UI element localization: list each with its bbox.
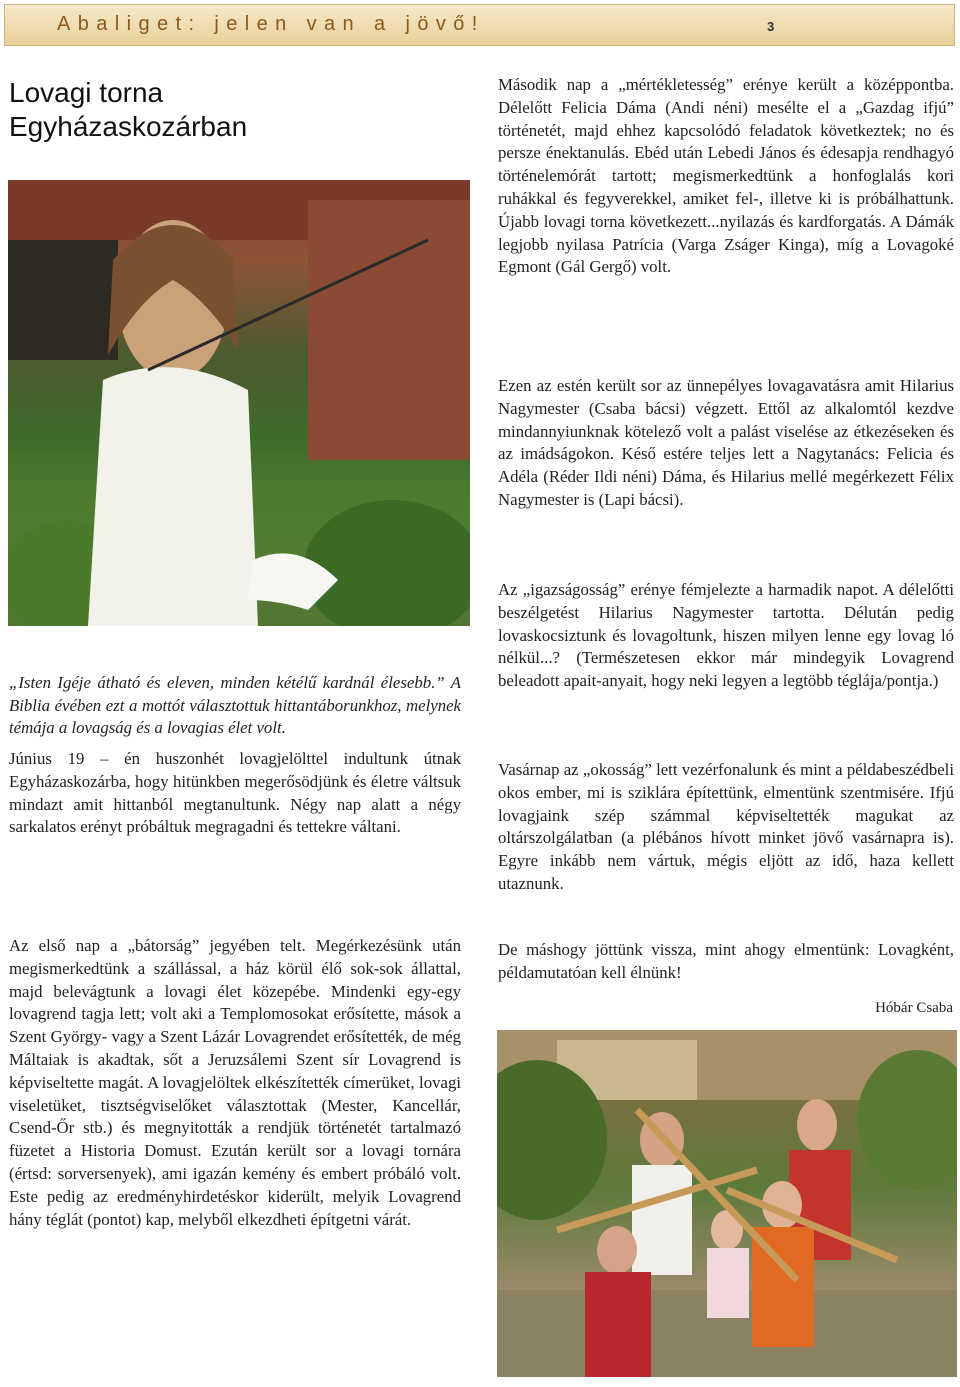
- article-title-line2: Egyházaskozárban: [9, 111, 248, 142]
- right-paragraph-1: Második nap a „mértékletesség” erénye került a középpontba. Délelőtt Felicia Dáma (Andi néni) mesélte el a „Gazdag ifjú” történetét, majd ehhez kapcsolódó feladatok következtek; no és persze énektanulás. Ebéd után Lebedi János és édesapja rendhagyó történelemórát tartott; megismerkedtünk a honfoglalás kori ruhákkal és fegyverekkel, amiket fel-, illetve ki is próbálhattunk. Újabb lovagi torna következett...nyilazás és kardforgatás. A Dámák legjobb nyilasa Patrícia (Varga Zságer Kinga), míg a Lovagoké Egmont (Gál Gergő) volt.: [498, 75, 954, 277]
- right-paragraph-3: Az „igazságosság” erénye fémjelezte a harmadik napot. A délelőtti beszélgetést Hilarius Nagymester tartotta. Délután pedig lovaskocsiztunk és lovagoltunk, hiszen milyen lenne egy lovag ló nélkül...? (Természetesen ekkor már mindegyik Lovagrend beleadott apait-anyait, hogy neki legyen a legtöbb téglája/pontja.): [498, 580, 954, 691]
- photo-girl-illustration: [8, 180, 470, 626]
- lead-quote: „Isten Igéje átható és eleven, minden kétélű kardnál élesebb.” A Biblia évében ezt a mottót választottuk hittantáborunkhoz, melynek témája a lovagság és a lovagias élet volt.: [9, 673, 461, 738]
- article-title-line1: Lovagi torna: [9, 77, 164, 108]
- author-signature: Hóbár Csaba: [875, 1000, 953, 1016]
- article-title: [9, 76, 247, 144]
- page-header: [4, 4, 955, 46]
- photo-girl-portrait: [8, 180, 470, 626]
- header-title: Abaliget: jelen van a jövő!: [57, 13, 485, 35]
- paragraph-2: Az első nap a „bátorság” jegyében telt. Megérkezésünk után megismerkedtünk a szállással, a ház körül élő sok-sok állattal, majd belevágtunk a lovagi élet közepébe. Mindenki egy-egy lovagrend tagja lett; volt aki a Templomosokat erősítette, mások a Szent György- vagy a Szent Lázár Lovagrendet erősítették, de még Máltaiak is akadtak, sőt a Jeruzsálemi Szent sír Lovagrend is képviseltette magát. A lovagjelöltek elkészítették címerüket, lovagi viseletüket, tisztségviselőket választottak (Mester, Kancellár, Csend-Őr stb.) és megnyitották a rendjük történetét tartalmazó füzetet a Historia Domust. Ezután került sor a lovagi tornára (értsd: sorversenyek), ami igazán kemény és embert próbáló volt. Este pedig az eredményhirdetéskor kiderült, melyik Lovagrend hány téglát (pontot) kap, melyből elkezdheti építgetni várát.: [9, 936, 461, 1229]
- right-paragraph-2: Ezen az estén került sor az ünnepélyes lovagavatásra amit Hilarius Nagymester (Csaba bácsi) végzett. Ettől az alkalomtól kezdve mindannyiunknak kötelező volt a palást viselése az étkezéseken és az imádságokon. Késő estére teljes lett a Nagytanács: Felicia és Adéla (Réder Ildi néni) Dáma, és Hilarius mellé megérkezett Félix Nagymester is (Lapi bácsi).: [498, 376, 954, 509]
- right-paragraph-4: Vasárnap az „okosság” lett vezérfonalunk és mint a példabeszédbeli okos ember, mi is sziklára építettünk, elmentünk szentmisére. Ifjú lovagjaink szép számmal képviseltették magukat az oltárszolgálatban (a plébános hívott minket jövő vasárnapra is). Egyre inkább nem vártuk, mégis eljött az idő, haza kellett utaznunk.: [498, 760, 954, 893]
- photo-children-illustration: [497, 1030, 957, 1377]
- paragraph-1: Június 19 – én huszonhét lovagjelölttel indultunk útnak Egyházaskozárba, hogy hitünkben megerősödjünk és életre váltsuk mindazt amit hittanból megtanultunk. Négy nap alatt a négy sarkalatos erényt próbáltuk megragadni és tettekre váltani.: [9, 749, 461, 837]
- photo-children-group: [497, 1030, 957, 1377]
- right-paragraph-5: De máshogy jöttünk vissza, mint ahogy elmentünk: Lovagként, példamutatóan kell élnünk!: [498, 940, 954, 982]
- page-number: 3: [767, 19, 775, 34]
